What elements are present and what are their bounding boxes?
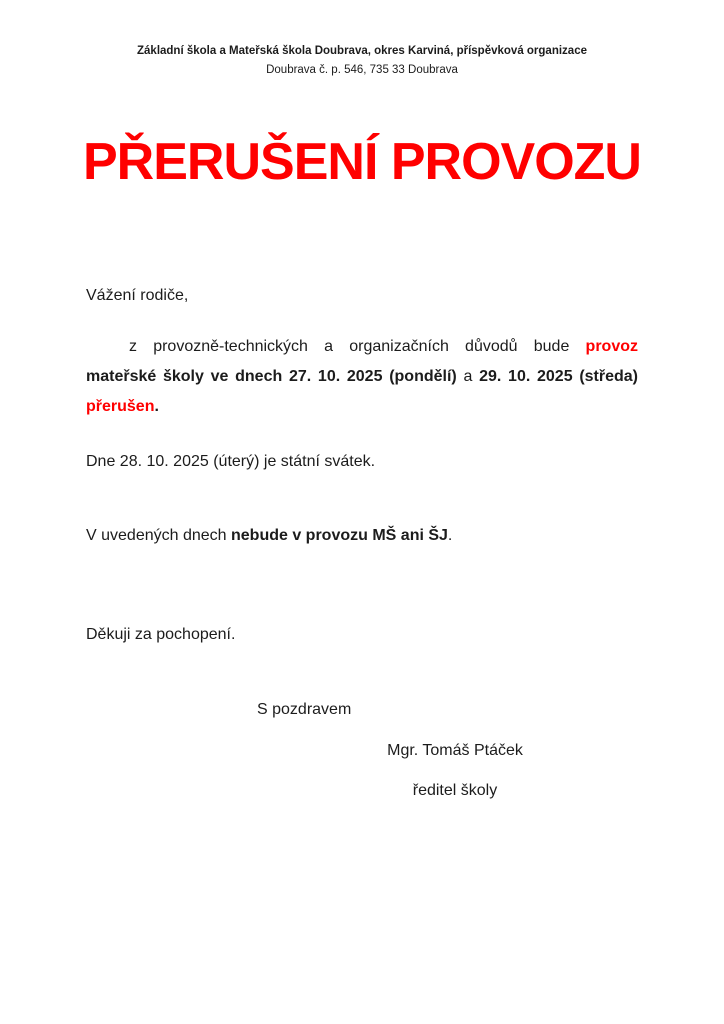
- salutation: Vážení rodiče,: [86, 287, 189, 304]
- paragraph-holiday-note: Dne 28. 10. 2025 (úterý) je státní svátek.: [86, 453, 376, 470]
- header-address: Doubrava č. p. 546, 735 33 Doubrava: [266, 64, 458, 76]
- closing-salutation: S pozdravem: [257, 701, 352, 718]
- signature-name: Mgr. Tomáš Ptáček: [387, 742, 523, 759]
- signature-role: ředitel školy: [412, 782, 498, 799]
- paragraph-thanks: Děkuji za pochopení.: [86, 626, 236, 643]
- paragraph-no-service: V uvedených dnech nebude v provozu MŠ ani ŠJ.: [86, 527, 453, 544]
- paragraph-closure-notice: z provozně-technických a organizačních důvodů bude provoz mateřské školy ve dnech 27. 10. 2025 (pondělí) a 29. 10. 2025 (středa) přerušen.: [86, 338, 639, 415]
- page-title: PŘERUŠENÍ PROVOZU: [83, 133, 641, 191]
- header-organization: Základní škola a Mateřská škola Doubrava, okres Karviná, příspěvková organizace: [137, 45, 587, 57]
